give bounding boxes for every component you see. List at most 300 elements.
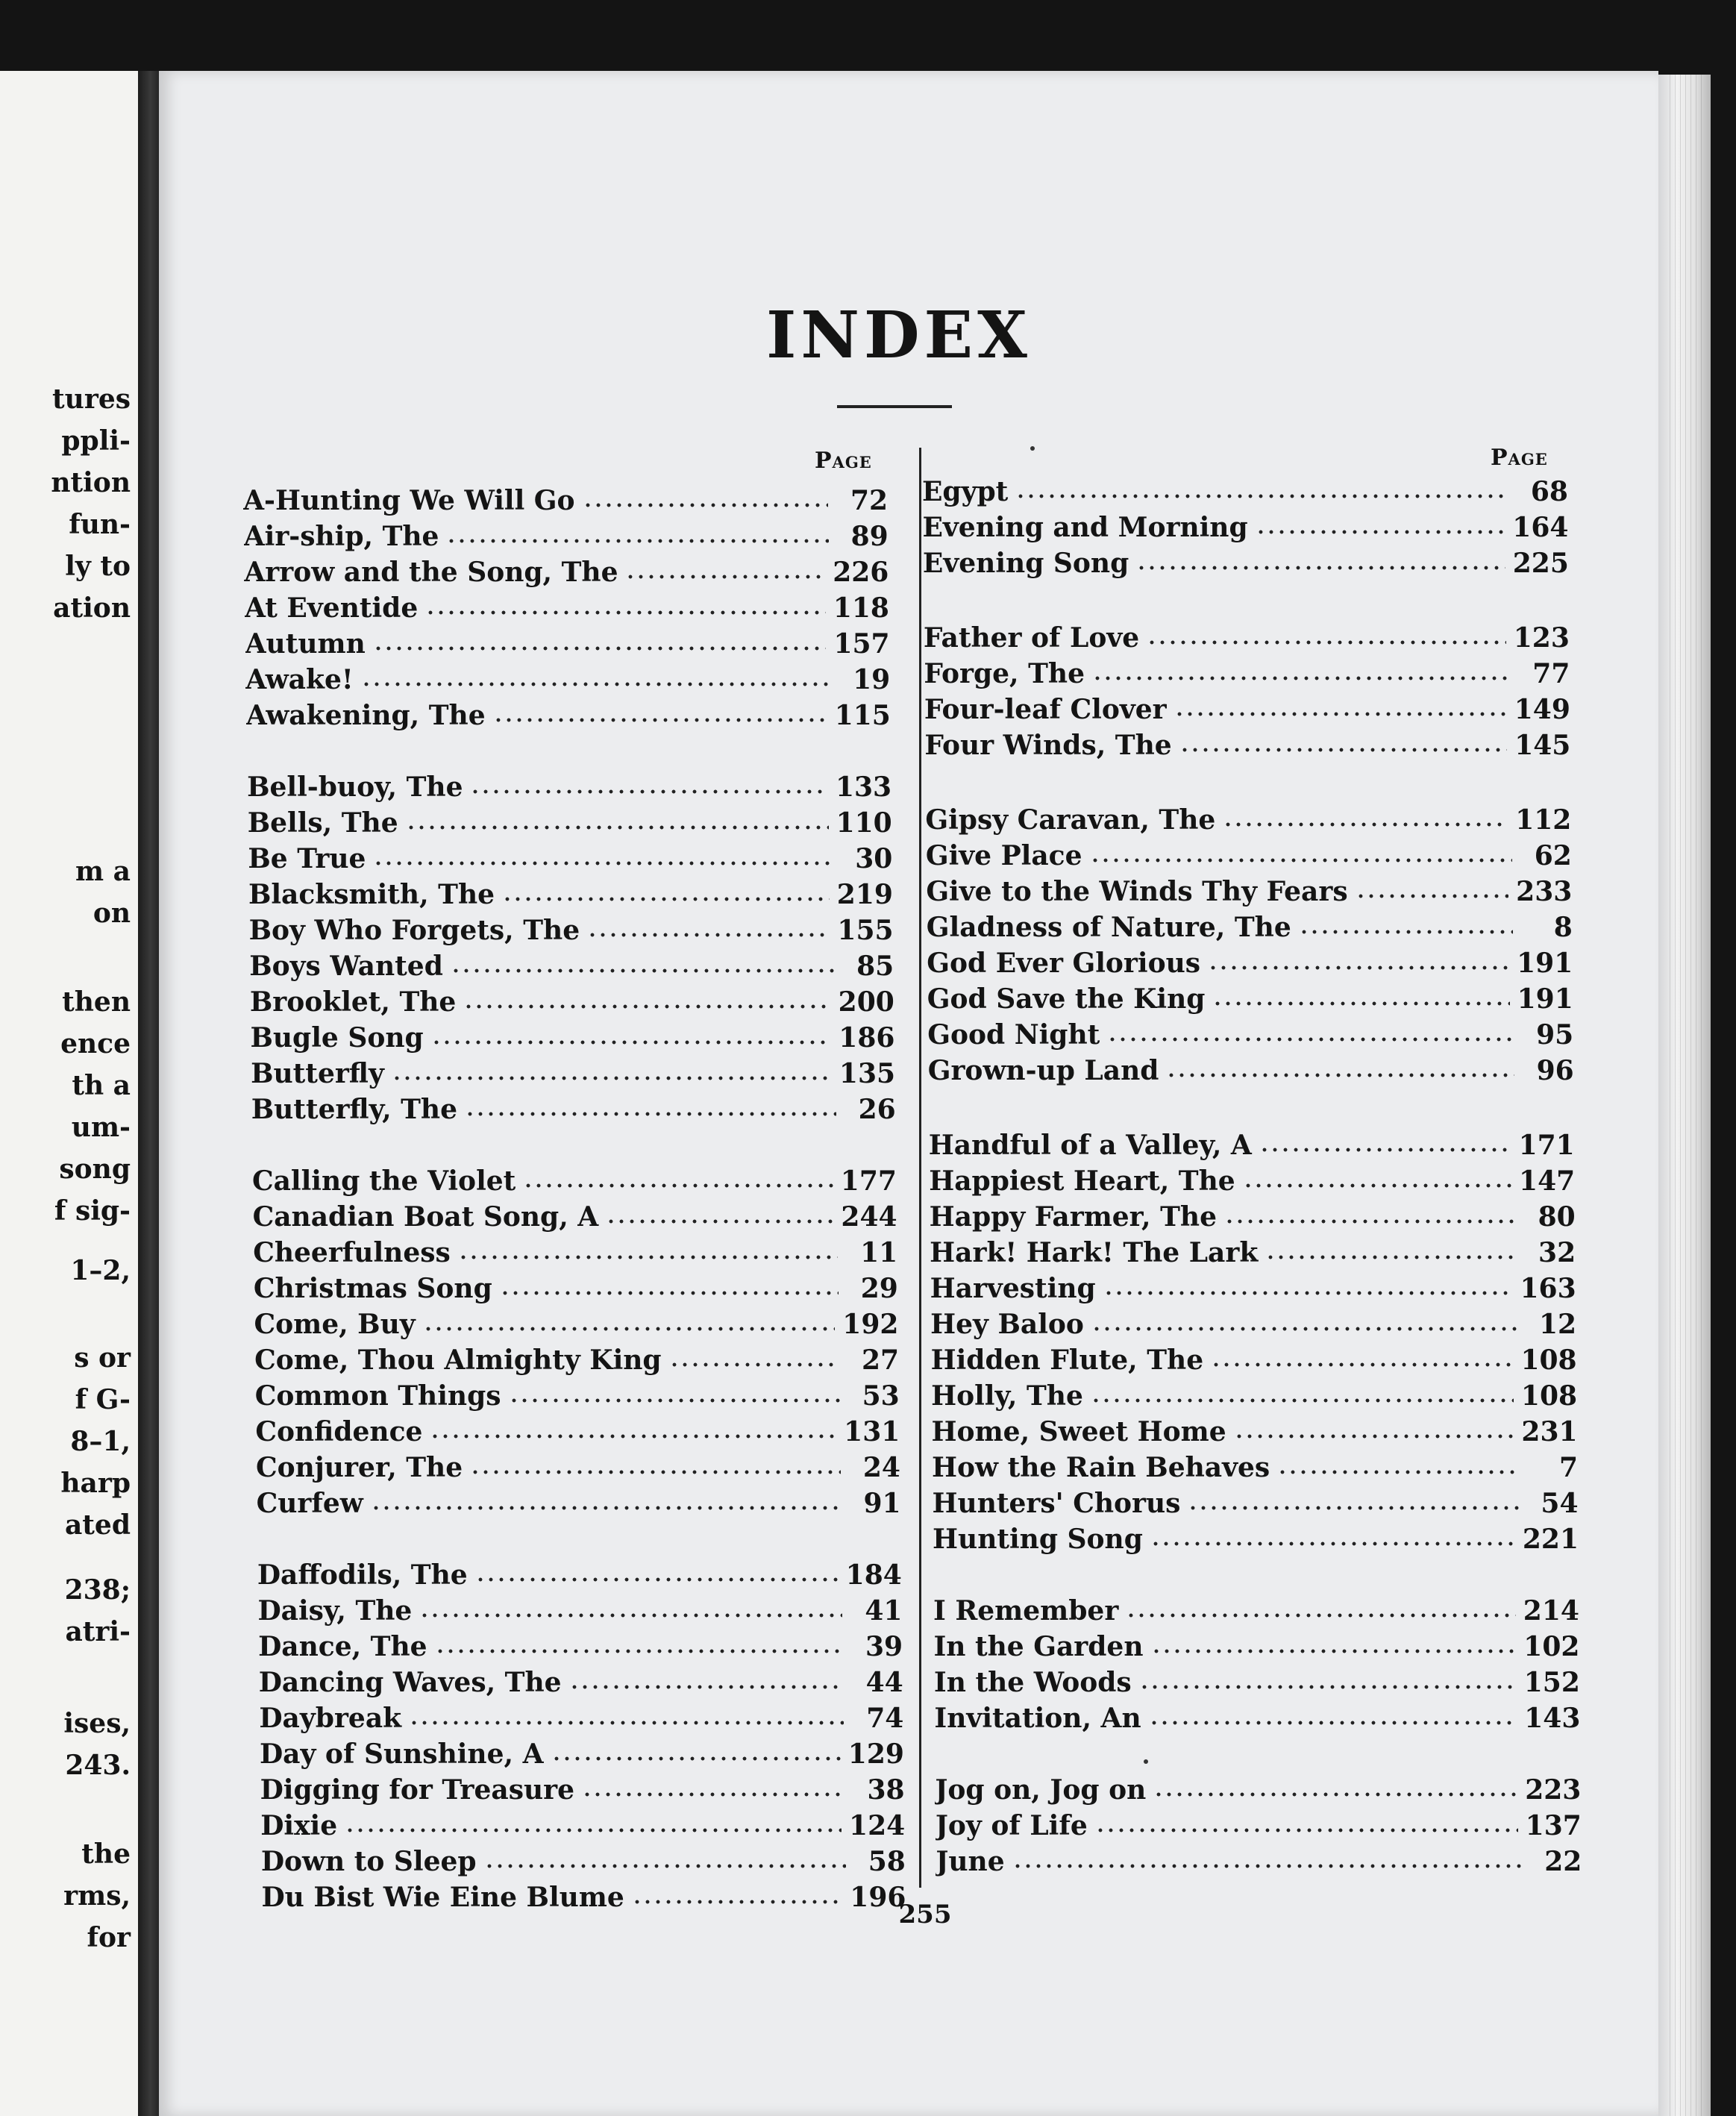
- page-edge-lines: [1665, 75, 1702, 2116]
- facing-page-text-line: ence: [60, 1028, 131, 1059]
- index-entry: [926, 839, 1572, 873]
- entry-page-number: 163: [1520, 1273, 1576, 1304]
- dot-leader: [523, 1182, 833, 1189]
- entry-page-number: 135: [839, 1058, 896, 1089]
- entry-title: Father of Love: [923, 622, 1140, 654]
- facing-page-text-line: f sig-: [54, 1195, 131, 1227]
- index-entry: [244, 555, 889, 589]
- entry-title: Hunting Song: [933, 1524, 1143, 1555]
- dot-leader: [1126, 1612, 1516, 1619]
- entry-title: Grown-up Land: [927, 1055, 1159, 1086]
- print-speck: [1144, 1759, 1148, 1764]
- index-entry: [930, 1271, 1576, 1306]
- entry-title: Daffodils, The: [257, 1559, 468, 1591]
- entry-title: In the Woods: [933, 1667, 1132, 1698]
- dot-leader: [392, 1074, 832, 1082]
- index-entry: [922, 510, 1568, 545]
- index-entry: [934, 1701, 1580, 1735]
- entry-page-number: 44: [865, 1667, 903, 1698]
- entry-page-number: 108: [1520, 1380, 1578, 1412]
- index-entry: [254, 1271, 898, 1306]
- index-entry: [924, 728, 1570, 763]
- entry-page-number: 74: [866, 1703, 904, 1734]
- dot-leader: [345, 1827, 842, 1834]
- right-column-page-header: Page: [1491, 445, 1548, 471]
- dot-leader: [406, 824, 829, 831]
- dot-leader: [409, 1719, 844, 1727]
- dot-leader: [1090, 857, 1512, 864]
- facing-page-text-line: th a: [72, 1070, 131, 1101]
- entry-page-number: 96: [1536, 1055, 1574, 1086]
- entry-title: Hark! Hark! The Lark: [930, 1237, 1259, 1268]
- facing-page-text-line: atri-: [65, 1616, 131, 1647]
- dot-leader: [1095, 1827, 1518, 1834]
- entry-page-number: 226: [833, 557, 889, 588]
- index-entry: [252, 1164, 897, 1198]
- facing-page-text-line: s or: [74, 1342, 131, 1374]
- entry-title: Awakening, The: [245, 700, 486, 731]
- index-entry: [926, 874, 1572, 909]
- dot-leader: [463, 1003, 830, 1010]
- dot-leader: [1234, 1433, 1514, 1440]
- entry-page-number: 157: [833, 628, 890, 660]
- print-speck: [1030, 446, 1035, 451]
- facing-page-text-line: the: [81, 1838, 131, 1870]
- index-entry: [930, 1236, 1576, 1270]
- entry-title: Canadian Boat Song, A: [252, 1201, 599, 1233]
- index-entry: [257, 1486, 901, 1521]
- dot-leader: [1103, 1289, 1513, 1297]
- facing-page-text-line: then: [62, 986, 131, 1018]
- entry-page-number: 24: [862, 1452, 900, 1483]
- dot-leader: [583, 501, 829, 509]
- dot-leader: [484, 1862, 846, 1870]
- entry-page-number: 219: [836, 879, 893, 910]
- entry-page-number: 29: [860, 1273, 898, 1304]
- entry-title: Awake!: [245, 664, 354, 695]
- dot-leader: [569, 1683, 844, 1691]
- entry-title: Handful of a Valley, A: [928, 1130, 1252, 1161]
- dot-leader: [1211, 1361, 1513, 1368]
- entry-title: Down to Sleep: [260, 1846, 477, 1877]
- entry-title: Bells, The: [247, 807, 398, 839]
- dot-leader: [1223, 821, 1508, 828]
- dot-leader: [509, 1397, 840, 1404]
- dot-leader: [500, 1289, 839, 1297]
- dot-leader: [1259, 1146, 1511, 1154]
- entry-title: Arrow and the Song, The: [244, 557, 618, 588]
- index-entry: [254, 1307, 898, 1342]
- entry-page-number: 38: [867, 1774, 905, 1806]
- dot-leader: [1012, 1862, 1523, 1870]
- index-entry: [932, 1450, 1578, 1485]
- entry-page-number: 54: [1541, 1488, 1579, 1519]
- entry-page-number: 41: [865, 1595, 903, 1627]
- index-entry: [251, 1092, 896, 1127]
- index-entry: [254, 1343, 899, 1377]
- entry-title: Give to the Winds Thy Fears: [926, 876, 1348, 907]
- facing-page-text-line: on: [93, 898, 131, 929]
- dot-leader: [606, 1218, 833, 1225]
- facing-page-text-line: fun-: [69, 509, 131, 540]
- facing-page-text-line: ntion: [51, 467, 131, 498]
- index-entry: [260, 1737, 904, 1771]
- index-entry: [929, 1128, 1575, 1162]
- entry-page-number: 7: [1558, 1452, 1579, 1483]
- entry-title: A-Hunting We Will Go: [243, 485, 575, 516]
- entry-title: God Save the King: [927, 983, 1206, 1015]
- index-entry: [929, 1164, 1575, 1198]
- left-column-page-header: Page: [815, 448, 872, 474]
- entry-page-number: 184: [845, 1559, 902, 1591]
- entry-page-number: 89: [850, 521, 889, 552]
- facing-page-text-line: um-: [71, 1112, 131, 1143]
- entry-title: Butterfly, The: [251, 1094, 458, 1125]
- entry-title: Gladness of Nature, The: [926, 912, 1291, 943]
- entry-page-number: 26: [858, 1094, 896, 1125]
- entry-page-number: 177: [840, 1165, 897, 1197]
- entry-title: Evening Song: [922, 548, 1129, 579]
- dot-leader: [1136, 564, 1505, 572]
- entry-page-number: 143: [1524, 1703, 1581, 1734]
- entry-page-number: 192: [842, 1309, 899, 1340]
- index-entry: [243, 483, 888, 518]
- entry-page-number: 214: [1523, 1595, 1579, 1627]
- dot-leader: [1208, 964, 1509, 971]
- entry-page-number: 32: [1538, 1237, 1576, 1268]
- index-entry: [933, 1522, 1579, 1556]
- dot-leader: [1256, 528, 1505, 536]
- entry-page-number: 77: [1532, 658, 1570, 689]
- entry-title: Come, Thou Almighty King: [254, 1345, 662, 1376]
- dot-leader: [1265, 1253, 1516, 1261]
- facing-page-text-line: harp: [60, 1468, 131, 1499]
- entry-title: Digging for Treasure: [260, 1774, 575, 1806]
- facing-page-text-line: m a: [75, 856, 131, 887]
- index-entry: [927, 910, 1573, 945]
- index-entry: [922, 475, 1568, 509]
- entry-title: Autumn: [245, 628, 366, 660]
- dot-leader: [632, 1898, 842, 1906]
- index-entry: [934, 1665, 1580, 1700]
- entry-page-number: 8: [1553, 912, 1573, 943]
- entry-title: Bugle Song: [250, 1022, 424, 1054]
- entry-title: How the Rain Behaves: [932, 1452, 1270, 1483]
- facing-page-text-line: f G-: [75, 1384, 131, 1415]
- entry-page-number: 108: [1520, 1345, 1577, 1376]
- entry-page-number: 19: [853, 664, 891, 695]
- dot-leader: [625, 573, 825, 580]
- dot-leader: [1243, 1182, 1511, 1189]
- index-entry: [935, 1773, 1581, 1807]
- facing-page-text-line: ated: [64, 1509, 131, 1541]
- entry-page-number: 58: [868, 1846, 906, 1877]
- facing-page-text-line: for: [87, 1922, 131, 1953]
- index-entry: [244, 519, 889, 554]
- entry-page-number: 233: [1516, 876, 1573, 907]
- index-entry: [253, 1236, 897, 1270]
- entry-title: I Remember: [933, 1595, 1119, 1627]
- entry-page-number: 115: [834, 700, 891, 731]
- entry-title: Hidden Flute, The: [930, 1345, 1204, 1376]
- entry-page-number: 147: [1519, 1165, 1576, 1197]
- entry-page-number: 72: [850, 485, 889, 516]
- entry-page-number: 91: [863, 1488, 901, 1519]
- dot-leader: [430, 1433, 836, 1440]
- entry-title: Holly, The: [931, 1380, 1083, 1412]
- dot-leader: [423, 1325, 836, 1333]
- entry-title: God Ever Glorious: [927, 948, 1201, 979]
- entry-title: Christmas Song: [253, 1273, 492, 1304]
- index-entry: [924, 692, 1570, 727]
- entry-title: Day of Sunshine, A: [259, 1738, 544, 1770]
- entry-title: Conjurer, The: [255, 1452, 463, 1483]
- entry-page-number: 85: [856, 951, 894, 982]
- dot-leader: [465, 1110, 836, 1118]
- entry-title: Happy Farmer, The: [929, 1201, 1217, 1233]
- entry-title: Daybreak: [259, 1703, 402, 1734]
- entry-title: At Eventide: [244, 592, 419, 624]
- index-entry: [245, 591, 889, 625]
- index-entry: [936, 1809, 1582, 1843]
- dot-leader: [361, 680, 831, 688]
- entry-page-number: 123: [1513, 622, 1570, 654]
- entry-title: Dance, The: [258, 1631, 427, 1662]
- index-entry: [247, 770, 891, 804]
- dot-leader: [669, 1361, 839, 1368]
- entry-title: Boy Who Forgets, The: [248, 915, 580, 946]
- dot-leader: [373, 860, 833, 867]
- entry-title: June: [936, 1846, 1005, 1877]
- entry-title: Blacksmith, The: [248, 879, 495, 910]
- index-entry: [255, 1379, 900, 1413]
- entry-title: Curfew: [256, 1488, 363, 1519]
- index-entry: [932, 1415, 1578, 1449]
- index-entry: [245, 663, 890, 697]
- entry-page-number: 155: [837, 915, 894, 946]
- dot-leader: [1092, 674, 1510, 682]
- dot-leader: [1091, 1397, 1514, 1404]
- index-entry: [258, 1630, 903, 1664]
- entry-title: Du Bist Wie Eine Blume: [261, 1882, 624, 1913]
- entry-page-number: 149: [1514, 694, 1570, 725]
- entry-page-number: 152: [1523, 1667, 1580, 1698]
- facing-page-text-line: 1–2,: [70, 1255, 131, 1286]
- index-entry: [246, 698, 891, 733]
- index-entry: [931, 1343, 1577, 1377]
- dot-leader: [1151, 1647, 1517, 1655]
- facing-page-text-line: 243.: [65, 1750, 131, 1781]
- entry-page-number: 39: [865, 1631, 903, 1662]
- entry-title: Egypt: [921, 476, 1009, 507]
- index-entry: [248, 806, 892, 840]
- index-entry: [257, 1558, 902, 1592]
- entry-page-number: 68: [1530, 476, 1568, 507]
- dot-leader: [1153, 1791, 1517, 1798]
- dot-leader: [373, 645, 827, 652]
- index-entry: [251, 1057, 895, 1091]
- facing-page-text-line: 8–1,: [70, 1426, 131, 1457]
- entry-title: Happiest Heart, The: [929, 1165, 1235, 1197]
- index-entry: [261, 1880, 906, 1915]
- dot-leader: [371, 1504, 842, 1512]
- index-entry: [248, 877, 893, 912]
- index-entry: [249, 913, 894, 948]
- dot-leader: [1356, 892, 1509, 900]
- facing-page-text-line: ises,: [63, 1708, 131, 1739]
- facing-page-text-line: ation: [53, 592, 131, 624]
- entry-title: Hey Baloo: [930, 1309, 1084, 1340]
- dot-leader: [475, 1576, 839, 1583]
- index-entry: [257, 1594, 902, 1628]
- dot-leader: [470, 788, 827, 795]
- entry-page-number: 102: [1523, 1631, 1580, 1662]
- dot-leader: [431, 1039, 832, 1046]
- index-entry: [260, 1773, 905, 1807]
- entry-page-number: 95: [1536, 1019, 1574, 1051]
- index-entry: [936, 1844, 1582, 1879]
- entry-title: Dixie: [260, 1810, 338, 1841]
- entry-title: Be True: [248, 843, 366, 874]
- dot-leader: [1147, 639, 1506, 646]
- index-entry: [250, 1021, 894, 1055]
- entry-title: Butterfly: [251, 1058, 384, 1089]
- index-entry: [250, 985, 894, 1019]
- index-entry: [248, 842, 892, 876]
- dot-leader: [587, 931, 830, 939]
- entry-page-number: 27: [861, 1345, 900, 1376]
- dot-leader: [1166, 1071, 1514, 1079]
- dot-leader: [419, 1612, 842, 1619]
- index-entry: [931, 1379, 1577, 1413]
- facing-page-fragment: [0, 71, 138, 2116]
- page-title: INDEX: [766, 298, 1032, 373]
- entry-title: Invitation, An: [934, 1703, 1141, 1734]
- entry-title: Joy of Life: [935, 1810, 1088, 1841]
- entry-title: Confidence: [255, 1416, 423, 1447]
- dot-leader: [1179, 746, 1508, 754]
- page-number: 255: [898, 1900, 952, 1929]
- index-entry: [925, 803, 1571, 837]
- dot-leader: [435, 1647, 844, 1655]
- dot-leader: [1277, 1468, 1518, 1476]
- index-entry: [249, 949, 894, 983]
- index-entry: [260, 1809, 905, 1843]
- entry-page-number: 30: [855, 843, 893, 874]
- index-entry: [930, 1200, 1576, 1234]
- entry-page-number: 11: [860, 1237, 898, 1268]
- dot-leader: [446, 537, 828, 545]
- entry-page-number: 129: [847, 1738, 904, 1770]
- dot-leader: [1015, 492, 1508, 500]
- dot-leader: [425, 609, 826, 616]
- entry-title: Home, Sweet Home: [931, 1416, 1226, 1447]
- entry-page-number: 171: [1518, 1130, 1575, 1161]
- dot-leader: [1091, 1325, 1517, 1333]
- dot-leader: [1150, 1540, 1515, 1547]
- entry-title: Come, Buy: [254, 1309, 416, 1340]
- index-entry: [259, 1701, 903, 1735]
- dot-leader: [1174, 710, 1507, 718]
- entry-title: Dancing Waves, The: [258, 1667, 562, 1698]
- entry-title: Give Place: [925, 840, 1082, 871]
- entry-page-number: 196: [850, 1882, 906, 1913]
- dot-leader: [1224, 1218, 1516, 1225]
- entry-page-number: 118: [833, 592, 889, 624]
- index-entry: [924, 621, 1570, 655]
- dot-leader: [551, 1755, 841, 1762]
- index-entry: [927, 946, 1573, 980]
- index-entry: [928, 1054, 1574, 1088]
- index-entry: [923, 546, 1569, 580]
- entry-page-number: 164: [1512, 512, 1569, 543]
- index-entry: [933, 1594, 1579, 1628]
- index-entry: [933, 1486, 1579, 1521]
- entry-page-number: 221: [1522, 1524, 1579, 1555]
- index-entry: [245, 627, 890, 661]
- book-gutter: [138, 71, 159, 2116]
- index-entry: [261, 1844, 906, 1879]
- facing-page-text-line: tures: [52, 384, 131, 415]
- entry-title: Boys Wanted: [249, 951, 443, 982]
- facing-page-text-line: rms,: [63, 1880, 131, 1912]
- index-entry: [259, 1665, 903, 1700]
- entry-page-number: 133: [835, 771, 892, 803]
- index-entry: [253, 1200, 897, 1234]
- index-entry: [255, 1415, 900, 1449]
- entry-page-number: 110: [836, 807, 892, 839]
- dot-leader: [1149, 1719, 1517, 1727]
- entry-page-number: 124: [849, 1810, 906, 1841]
- entry-title: Bell-buoy, The: [247, 771, 463, 803]
- index-entry: [256, 1450, 900, 1485]
- index-entry: [930, 1307, 1576, 1342]
- dot-leader: [493, 716, 827, 724]
- entry-title: Air-ship, The: [243, 521, 439, 552]
- entry-title: Cheerfulness: [253, 1237, 451, 1268]
- facing-page-text-line: ly to: [65, 551, 131, 582]
- entry-title: Gipsy Caravan, The: [925, 804, 1216, 836]
- column-divider: [919, 448, 921, 1888]
- entry-page-number: 191: [1517, 983, 1573, 1015]
- entry-title: Daisy, The: [257, 1595, 413, 1627]
- entry-page-number: 200: [838, 986, 894, 1018]
- entry-page-number: 112: [1515, 804, 1572, 836]
- dot-leader: [458, 1253, 838, 1261]
- entry-page-number: 62: [1534, 840, 1572, 871]
- index-entry: [927, 982, 1573, 1016]
- dot-leader: [1139, 1683, 1517, 1691]
- index-entry: [927, 1018, 1573, 1052]
- entry-title: In the Garden: [933, 1631, 1144, 1662]
- entry-title: Good Night: [927, 1019, 1100, 1051]
- dot-leader: [1107, 1036, 1514, 1043]
- entry-page-number: 186: [839, 1022, 895, 1054]
- dot-leader: [502, 895, 830, 903]
- entry-page-number: 53: [862, 1380, 900, 1412]
- entry-title: Common Things: [254, 1380, 501, 1412]
- entry-title: Harvesting: [930, 1273, 1096, 1304]
- dot-leader: [582, 1791, 845, 1798]
- title-rule: [837, 405, 952, 408]
- entry-title: Calling the Violet: [251, 1165, 516, 1197]
- entry-page-number: 225: [1512, 548, 1569, 579]
- dot-leader: [1299, 928, 1513, 936]
- entry-page-number: 223: [1525, 1774, 1582, 1806]
- entry-title: Four Winds, The: [924, 730, 1172, 761]
- entry-title: Brooklet, The: [249, 986, 457, 1018]
- entry-title: Four-leaf Clover: [924, 694, 1167, 725]
